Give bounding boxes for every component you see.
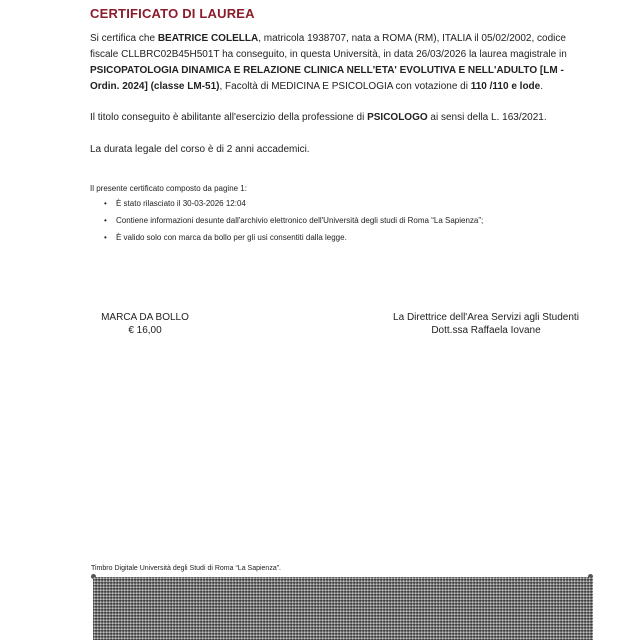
revenue-stamp-label: MARCA DA BOLLO [101,312,189,323]
note-issued: È stato rilasciato il 30-03-2026 12:04 [116,199,246,208]
degree-name: PSICOPATOLOGIA DINAMICA E RELAZIONE CLINICA NELL'ETA' EVOLUTIVA E NELL'ADULTO [LM - Ordin. 2024] (classe LM-51) [90,65,564,92]
final-grade: 110 /110 e lode [470,81,541,92]
graduate-name: BEATRICE COLELLA [157,33,259,44]
bullet-icon: • [104,199,107,208]
bullet-icon: • [104,233,107,242]
list-item [104,214,483,227]
revenue-stamp-block [100,311,190,337]
text-end: . [540,81,543,92]
text-details: , matricola 1938707, nata a ROMA (RM), ITALIA il 05/02/2002, codice fiscale CLLBRC02B45H501T ha conseguito, in questa Università, in data 26/03/2026 la laurea magistrale in [90,33,567,60]
signatory-name: Dott.ssa Raffaela Iovane [431,325,541,336]
certificate-pages-intro: Il presente certificato composto da pagine 1: [90,184,247,193]
note-validity: È valido solo con marca da bollo per gli usi consentiti dalla legge. [116,233,347,242]
digital-stamp-barcode [93,577,593,640]
certificate-notes-list [104,197,483,248]
profession-name: PSICOLOGO [367,112,428,123]
text-intro: Si certifica che [90,33,158,44]
bullet-icon: • [104,216,107,225]
digital-stamp-label: Timbro Digitale Università degli Studi di Roma “La Sapienza”. [91,565,281,572]
revenue-stamp-amount: € 16,00 [128,325,162,336]
certificate-main-paragraph [90,31,590,95]
qualification-law: ai sensi della L. 163/2021. [427,112,547,123]
qualification-paragraph [90,110,590,126]
qualification-text: Il titolo conseguito è abilitante all'esercizio della professione di [90,112,368,123]
list-item [104,231,483,244]
course-duration: La durata legale del corso è di 2 anni accademici. [90,144,310,155]
note-source: Contiene informazioni desunte dall'archivio elettronico dell'Università degli studi di Roma “La Sapienza”; [116,216,484,225]
signature-block [380,311,592,337]
list-item [104,197,483,210]
certificate-title: CERTIFICATO DI LAUREA [90,6,255,21]
text-faculty: , Facoltà di MEDICINA E PSICOLOGIA con votazione di [219,81,471,92]
signatory-role: La Direttrice dell'Area Servizi agli Studenti [393,312,579,323]
